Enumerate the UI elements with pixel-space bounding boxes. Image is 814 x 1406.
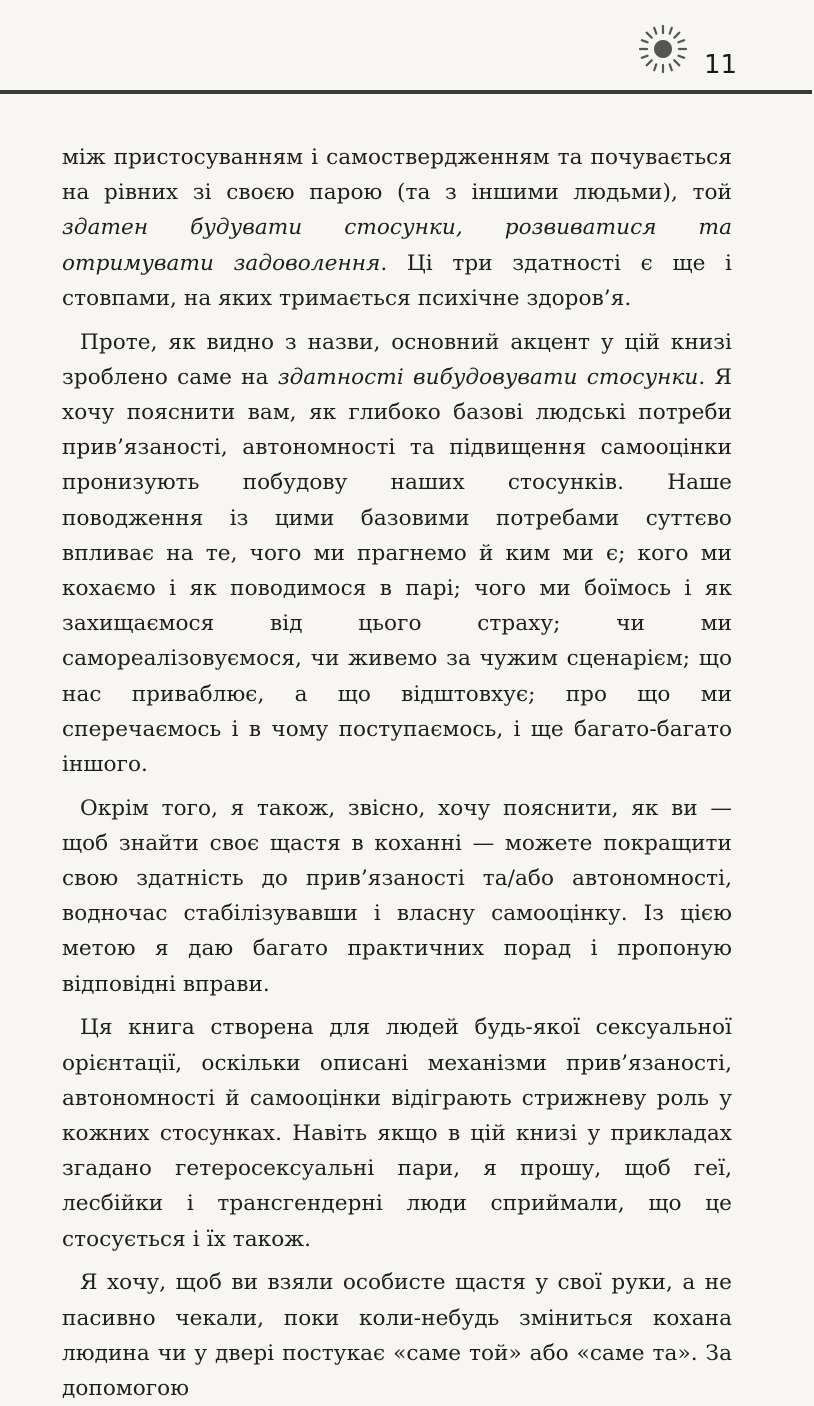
page-number: 11: [704, 50, 738, 80]
body-text: [62, 140, 732, 1406]
page-header: [0, 0, 814, 100]
paragraph: [62, 1265, 732, 1406]
header-rule: [0, 90, 812, 94]
paragraph: [62, 1010, 732, 1256]
paragraph: [62, 325, 732, 783]
paragraph: [62, 791, 732, 1002]
text-run: . Я хочу пояснити вам, як глибоко базові людські потреби прив’язаності, автономності та підвищення самооцінки пронизують побудову наших стосунків. Наше поводження із цими базовими потребами суттєво впливає на те, чого ми прагнемо й ким ми є; кого ми кохаємо і як поводимося в парі; чого ми боїмось і як захищаємося від цього страху; чи ми самореалізовуємося, чи живемо за чужим сценарієм; що нас приваблює, а що відштовхує; про що ми сперечаємось і в чому поступаємось, і ще багато-багато іншого.: [62, 364, 732, 777]
sun-icon: [636, 22, 690, 76]
text-run: між пристосуванням і самоствердженням та почувається на рівних зі своєю парою (та з іншими людьми), той: [62, 145, 732, 206]
text-run: Окрім того, я також, звісно, хочу пояснити, як ви — щоб знайти своє щастя в коханні — можете покращити свою здатність до прив’язаності та/або автономності, водночас стабілізувавши і власну самооцінку. Із цією метою я даю багато практичних порад і пропоную відповідні вправи.: [62, 795, 732, 997]
text-run: Я хочу, щоб ви взяли особисте щастя у свої руки, а не пасивно чекали, поки коли-небудь зміниться кохана людина чи у двері постукає «саме той» або «саме та». За допомогою: [62, 1270, 732, 1401]
text-run: Ця книга створена для людей будь-якої сексуальної орієнтації, оскільки описані механізми прив’язаності, автономності й самооцінки відіграють стрижневу роль у кожних стосунках. Навіть якщо в цій книзі у прикладах згадано гетеросексуальні пари, я прошу, щоб геї, лесбійки і трансгендерні люди сприймали, що це стосується і їх також.: [62, 1015, 732, 1252]
text-run: . Ці три здатності є ще і стовпами, на яких тримається психічне здоров’я.: [62, 250, 732, 311]
text-run: Проте, як видно з назви, основний акцент у цій книзі зроблено саме на: [62, 329, 732, 390]
italic-phrase: здатності вибудовувати стосунки: [277, 364, 699, 390]
paragraph: [62, 140, 732, 316]
italic-phrase: здатен будувати стосунки, розвиватися та отримувати задоволення: [62, 215, 732, 276]
